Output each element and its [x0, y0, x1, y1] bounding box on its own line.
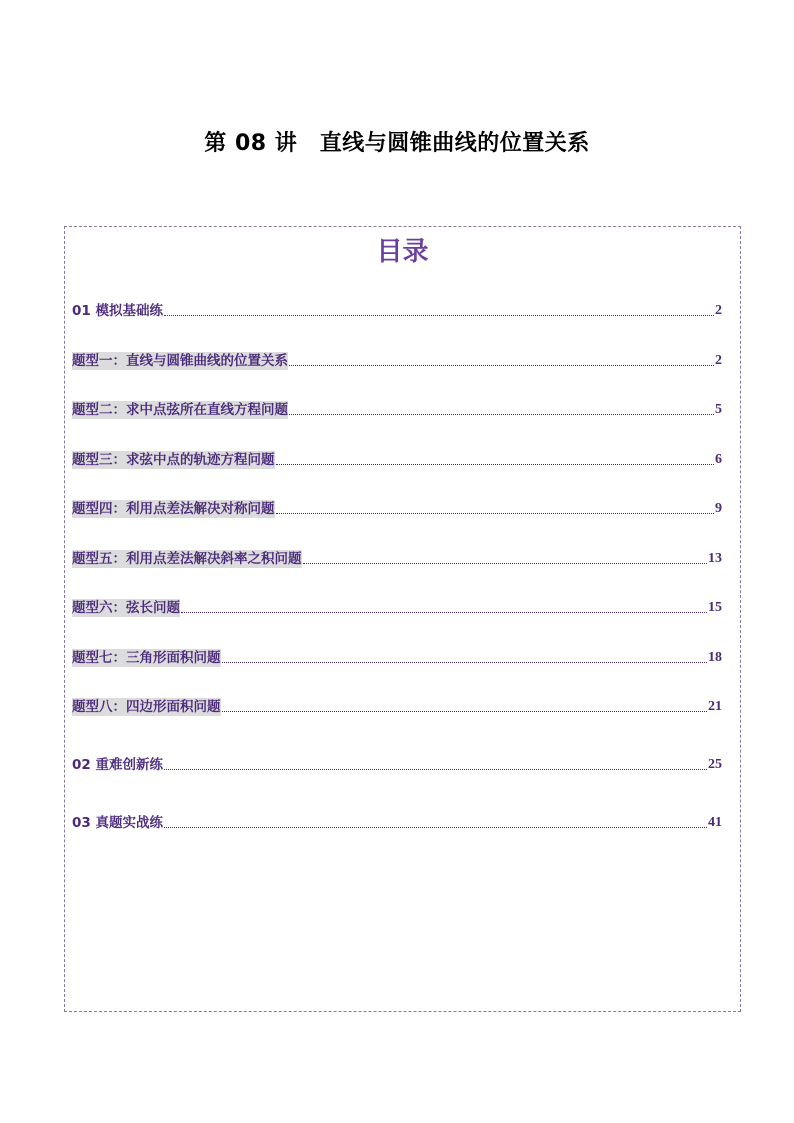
toc-entry-label: 题型七：三角形面积问题 [72, 650, 221, 666]
toc-entry-type-4[interactable] [72, 498, 722, 518]
toc-entry-label: 题型八：四边形面积问题 [72, 699, 221, 715]
toc-entry-page: 41 [708, 815, 722, 830]
toc-entry-label: 题型二：求中点弦所在直线方程问题 [72, 402, 288, 418]
toc-entry-section-02[interactable] [72, 754, 722, 774]
page-title: 第 08 讲 直线与圆锥曲线的位置关系 [204, 131, 590, 156]
toc-entry-label: 02 重难创新练 [72, 757, 163, 773]
toc-entry-page: 9 [715, 501, 722, 516]
toc-leader-dots [164, 826, 707, 828]
table-of-contents [64, 226, 741, 1012]
toc-entry-page: 2 [715, 303, 722, 318]
toc-entry-type-6[interactable] [72, 597, 722, 617]
toc-entry-page: 13 [708, 551, 722, 566]
toc-entry-label: 题型三：求弦中点的轨迹方程问题 [72, 452, 275, 468]
toc-heading: 目录 [376, 237, 429, 267]
toc-leader-dots [289, 413, 714, 415]
toc-entry-label: 题型六：弦长问题 [72, 600, 180, 616]
toc-entry-type-8[interactable] [72, 696, 722, 716]
toc-entry-page: 15 [708, 600, 722, 615]
toc-entry-type-3[interactable] [72, 449, 722, 469]
toc-leader-dots [276, 463, 715, 465]
toc-leader-dots [222, 710, 708, 712]
toc-entry-type-1[interactable] [72, 350, 722, 370]
toc-leader-dots [303, 562, 708, 564]
toc-entry-page: 25 [708, 757, 722, 772]
toc-leader-dots [181, 611, 707, 613]
toc-leader-dots [276, 512, 715, 514]
toc-entry-type-7[interactable] [72, 647, 722, 667]
toc-leader-dots [164, 314, 714, 316]
toc-entry-page: 21 [708, 699, 722, 714]
toc-leader-dots [164, 768, 707, 770]
toc-entry-type-5[interactable] [72, 548, 722, 568]
toc-entry-label: 01 模拟基础练 [72, 303, 163, 319]
toc-entry-page: 6 [715, 452, 722, 467]
toc-entry-page: 2 [715, 353, 722, 368]
toc-leader-dots [222, 661, 708, 663]
toc-entry-label: 题型五：利用点差法解决斜率之积问题 [72, 551, 302, 567]
toc-entry-page: 5 [715, 402, 722, 417]
toc-entry-label: 题型一：直线与圆锥曲线的位置关系 [72, 353, 288, 369]
toc-entry-label: 03 真题实战练 [72, 815, 163, 831]
toc-entry-type-2[interactable] [72, 399, 722, 419]
toc-entry-page: 18 [708, 650, 722, 665]
toc-leader-dots [289, 364, 714, 366]
toc-entry-section-03[interactable] [72, 812, 722, 832]
toc-entry-section-01[interactable] [72, 300, 722, 320]
toc-entry-label: 题型四：利用点差法解决对称问题 [72, 501, 275, 517]
